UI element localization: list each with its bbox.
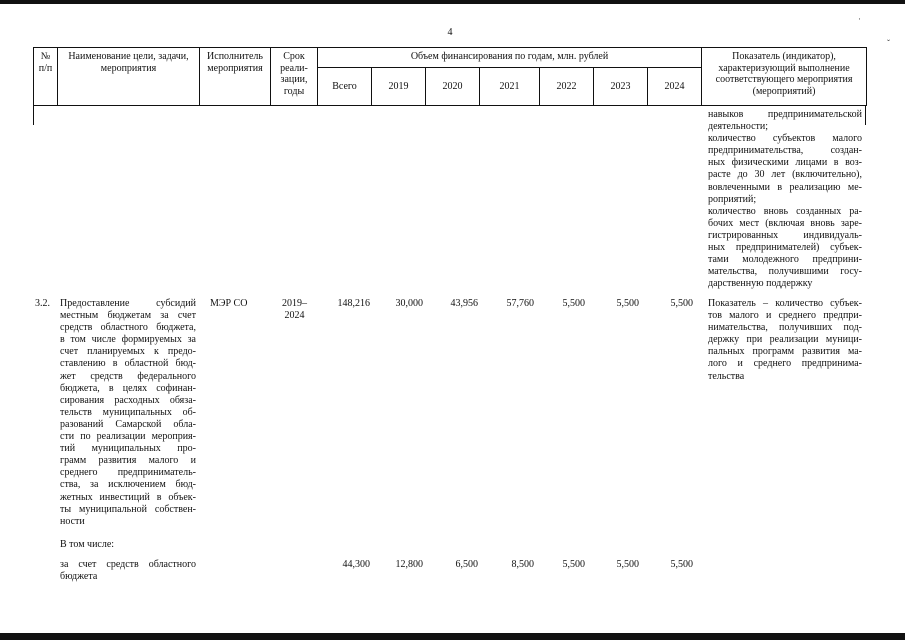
column-line bbox=[33, 105, 34, 125]
header-funding: Объем финансирования по годам, млн. рублей bbox=[318, 48, 702, 68]
including-label: В том числе: bbox=[60, 539, 115, 550]
value-2019: 12,800 bbox=[395, 559, 423, 570]
table-header bbox=[33, 47, 867, 106]
value-2022: 5,500 bbox=[562, 559, 585, 570]
row-name: за счет средств областного бюджета bbox=[60, 559, 196, 583]
scan-mark: ˇ bbox=[887, 38, 890, 48]
header-term: Срок реали-зации, годы bbox=[271, 48, 318, 106]
header-no: № п/п bbox=[34, 48, 58, 106]
bottom-border bbox=[0, 633, 905, 640]
header-name: Наименование цели, задачи, мероприятия bbox=[58, 48, 200, 106]
value-2024: 5,500 bbox=[670, 559, 693, 570]
value-2019: 30,000 bbox=[395, 298, 423, 309]
value-2024: 5,500 bbox=[670, 298, 693, 309]
header-year: 2023 bbox=[594, 68, 648, 106]
value-2020: 6,500 bbox=[455, 559, 478, 570]
header-year: 2024 bbox=[648, 68, 702, 106]
row-number: 3.2. bbox=[35, 298, 50, 309]
header-year: 2022 bbox=[540, 68, 594, 106]
header-total: Всего bbox=[318, 68, 372, 106]
value-2020: 43,956 bbox=[450, 298, 478, 309]
value-2023: 5,500 bbox=[616, 559, 639, 570]
row-name: Предоставление субсидий местным бюджетам за счет средств областного бюджета, в том числе формируемых за счет планируемых к предо- ставлению в областной бюд- жет средств федерального бюджета, в целях софинан- сирования расходных обяза- тельств муниципальных об- разований Самарской обла- сти по реализации мероприя- тий муниципальных про- грамм развития малого и среднего предприниматель- ства, за исключением бюд- жетных инвестиций в объек- ты муниципальной собствен- ности bbox=[60, 298, 196, 527]
continued-indicator: навыков предпринимательской деятельности; количество субъектов малого предпринимательства, создан- ных физическими лицами в воз- расте до 30 лет (включительно), вовлеченными в реализацию ме- роприятий; количество вновь созданных ра- бочих мест (включая вновь заре- гистрированных индивидуаль- ных предпринимателей) субъек- тами молодежного предприни- мательства, получившими госу- дарственную поддержку bbox=[708, 109, 862, 290]
header-executor: Исполнитель мероприятия bbox=[200, 48, 271, 106]
value-2021: 8,500 bbox=[511, 559, 534, 570]
value-total: 148,216 bbox=[337, 298, 370, 309]
header-year: 2019 bbox=[372, 68, 426, 106]
header-year: 2021 bbox=[480, 68, 540, 106]
value-total: 44,300 bbox=[342, 559, 370, 570]
value-2022: 5,500 bbox=[562, 298, 585, 309]
row-executor: МЭР СО bbox=[210, 298, 248, 309]
row-term: 2019– 2024 bbox=[282, 298, 307, 322]
column-line bbox=[865, 105, 866, 125]
value-2023: 5,500 bbox=[616, 298, 639, 309]
header-indicator: Показатель (индикатор), характеризующий выполнение соответствующего мероприятия (мероприятий) bbox=[702, 48, 867, 106]
header-year: 2020 bbox=[426, 68, 480, 106]
row-indicator: Показатель – количество субъек- тов малого и среднего предпри- нимательства, получивших под- держку при реализации муници- пальных программ развития ма- лого и среднего предпринима- тельства bbox=[708, 298, 862, 382]
top-border bbox=[0, 0, 905, 4]
value-2021: 57,760 bbox=[506, 298, 534, 309]
page-number: 4 bbox=[447, 27, 453, 38]
scan-mark: · bbox=[858, 14, 861, 24]
